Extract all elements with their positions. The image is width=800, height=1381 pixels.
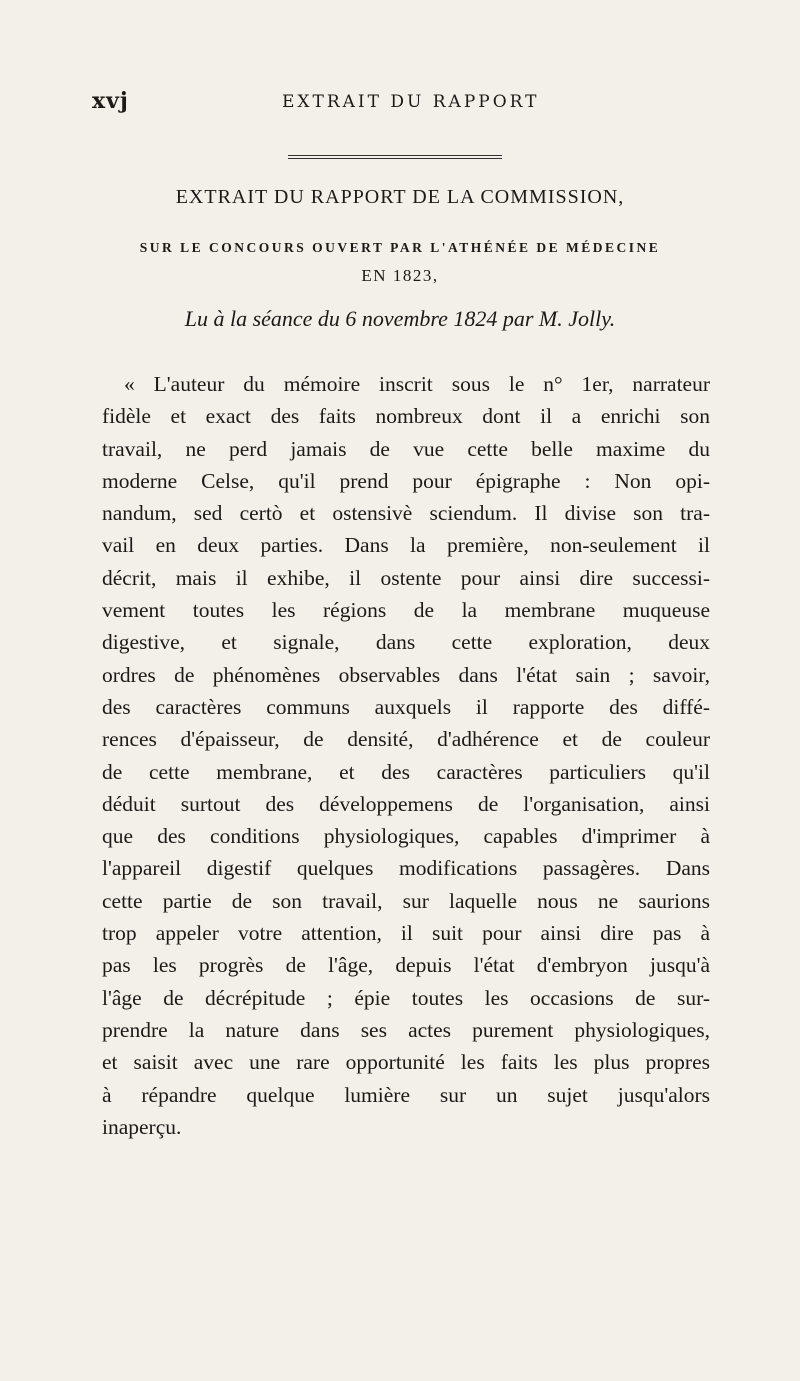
reading-note: Lu à la séance du 6 novembre 1824 par M. Jolly. <box>184 306 616 331</box>
text-line: nandum, sed certò et ostensivè sciendum. Il divise son tra- <box>102 501 710 526</box>
page-title: EXTRAIT DU RAPPORT DE LA COMMISSION, <box>175 186 625 208</box>
text-line: à répandre quelque lumière sur un sujet jusqu'alors <box>102 1082 710 1107</box>
subtitle-line: SUR LE CONCOURS OUVERT PAR L'ATHÉNÉE DE MÉDECINE <box>139 240 661 255</box>
text-line: prendre la nature dans ses actes purement physiologiques, <box>102 1017 710 1042</box>
text-line: déduit surtout des développemens de l'organisation, ainsi <box>102 791 710 816</box>
text-line: rences d'épaisseur, de densité, d'adhérence et de couleur <box>102 727 710 752</box>
running-title: EXTRAIT DU RAPPORT <box>282 92 540 112</box>
text-line: digestive, et signale, dans cette exploration, deux <box>102 630 710 655</box>
text-line: ordres de phénomènes observables dans l'état sain ; savoir, <box>102 662 710 687</box>
text-line: moderne Celse, qu'il prend pour épigraphe : Non opi- <box>102 468 710 493</box>
text-line: des caractères communs auxquels il rapporte des diffé- <box>102 694 710 719</box>
text-line: vement toutes les régions de la membrane muqueuse <box>102 598 710 623</box>
text-line: pas les progrès de l'âge, depuis l'état d'embryon jusqu'à <box>102 953 710 978</box>
text-line: l'appareil digestif quelques modifications passagères. Dans <box>102 856 710 881</box>
subtitle-year: EN 1823, <box>361 266 439 285</box>
text-line: inaperçu. <box>102 1114 182 1139</box>
body-paragraph <box>102 368 710 1143</box>
text-line: fidèle et exact des faits nombreux dont il a enrichi son <box>102 404 710 429</box>
text-line: vail en deux parties. Dans la première, non-seulement il <box>102 533 710 558</box>
text-line: que des conditions physiologiques, capables d'imprimer à <box>102 824 710 849</box>
text-line: l'âge de décrépitude ; épie toutes les occasions de sur- <box>102 985 710 1010</box>
page-number: xvj <box>92 88 129 114</box>
text-line: travail, ne perd jamais de vue cette belle maxime du <box>102 436 710 461</box>
text-line: décrit, mais il exhibe, il ostente pour ainsi dire successi- <box>102 565 710 590</box>
text-line: « L'auteur du mémoire inscrit sous le n° 1er, narrateur <box>124 372 710 396</box>
text-line: et saisit avec une rare opportunité les faits les plus propres <box>102 1050 710 1075</box>
title-rule <box>288 155 502 159</box>
text-line: cette partie de son travail, sur laquelle nous ne saurions <box>102 888 710 913</box>
text-line: trop appeler votre attention, il suit pour ainsi dire pas à <box>102 921 710 946</box>
text-line: de cette membrane, et des caractères particuliers qu'il <box>102 759 710 784</box>
